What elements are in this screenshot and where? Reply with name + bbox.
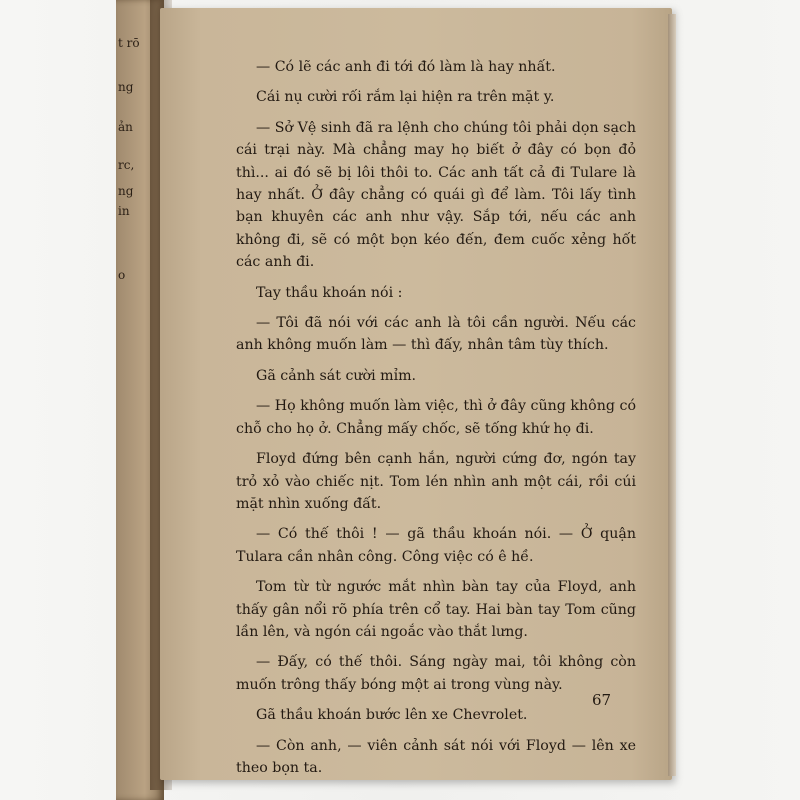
page-text — [236, 56, 636, 779]
paragraph: Gã cảnh sát cười mỉm. — [256, 367, 417, 384]
paragraph: Floyd đứng bên cạnh hắn, người cứng đơ, ngón tay trỏ xỏ vào chiếc nịt. Tom lén nhìn anh một cái, rồi cúi mặt nhìn xuống đất. — [236, 451, 636, 512]
right-page — [160, 8, 672, 780]
paragraph: — Đấy, có thế thôi. Sáng ngày mai, tôi không còn muốn trông thấy bóng một ai trong vùng này. — [236, 654, 636, 693]
left-fragment: o — [118, 268, 126, 282]
paragraph: — Có lẽ các anh đi tới đó làm là hay nhất. — [256, 59, 556, 75]
left-fragment: ản — [118, 120, 133, 134]
left-fragment: in — [118, 204, 130, 218]
paragraph: Tay thầu khoán nói : — [256, 284, 403, 301]
paragraph: — Có thế thôi ! — gã thầu khoán nói. — Ở quận Tulara cần nhân công. Công việc có ê hề. — [236, 526, 636, 565]
right-page-edge — [668, 14, 676, 776]
paragraph: — Còn anh, — viên cảnh sát nói với Floyd — lên xe theo bọn ta. — [236, 737, 636, 776]
paragraph: — Sở Vệ sinh đã ra lệnh cho chúng tôi phải dọn sạch cái trại này. Mà chẳng may họ biết ở đây có bọn đỏ thì... ai đó sẽ bị lôi thôi to. Các anh tất cả đi Tulare là hay nhất. Ở đây chẳng có quái gì để làm. Tôi lấy tình bạn khuyên các anh như vậy. Sắp tới, nếu các anh không đi, sẽ có một bọn kéo đến, đem cuốc xẻng hốt các anh đi. — [236, 119, 636, 271]
paragraph: Gã thầu khoán bước lên xe Chevrolet. — [256, 707, 528, 724]
paragraph: — Tôi đã nói với các anh là tôi cần người. Nếu các anh không muốn làm — thì đấy, nhân tâm tùy thích. — [236, 315, 636, 354]
paragraph: Cái nụ cười rối rắm lại hiện ra trên mặt y. — [256, 89, 555, 106]
left-fragment: t rō — [118, 36, 140, 50]
paragraph: — Họ không muốn làm việc, thì ở đây cũng không có chỗ cho họ ở. Chẳng mấy chốc, sẽ tống khứ họ đi. — [236, 398, 636, 437]
page-number: 67 — [592, 691, 612, 709]
left-fragment: ng — [118, 80, 134, 94]
left-fragment: rc, — [118, 158, 135, 172]
left-fragment: ng — [118, 184, 134, 198]
paragraph: Tom từ từ ngước mắt nhìn bàn tay của Floyd, anh thấy gân nổi rõ phía trên cổ tay. Hai bàn tay Tom cũng lần lên, và ngón cái ngoắc vào thắt lưng. — [236, 579, 636, 640]
